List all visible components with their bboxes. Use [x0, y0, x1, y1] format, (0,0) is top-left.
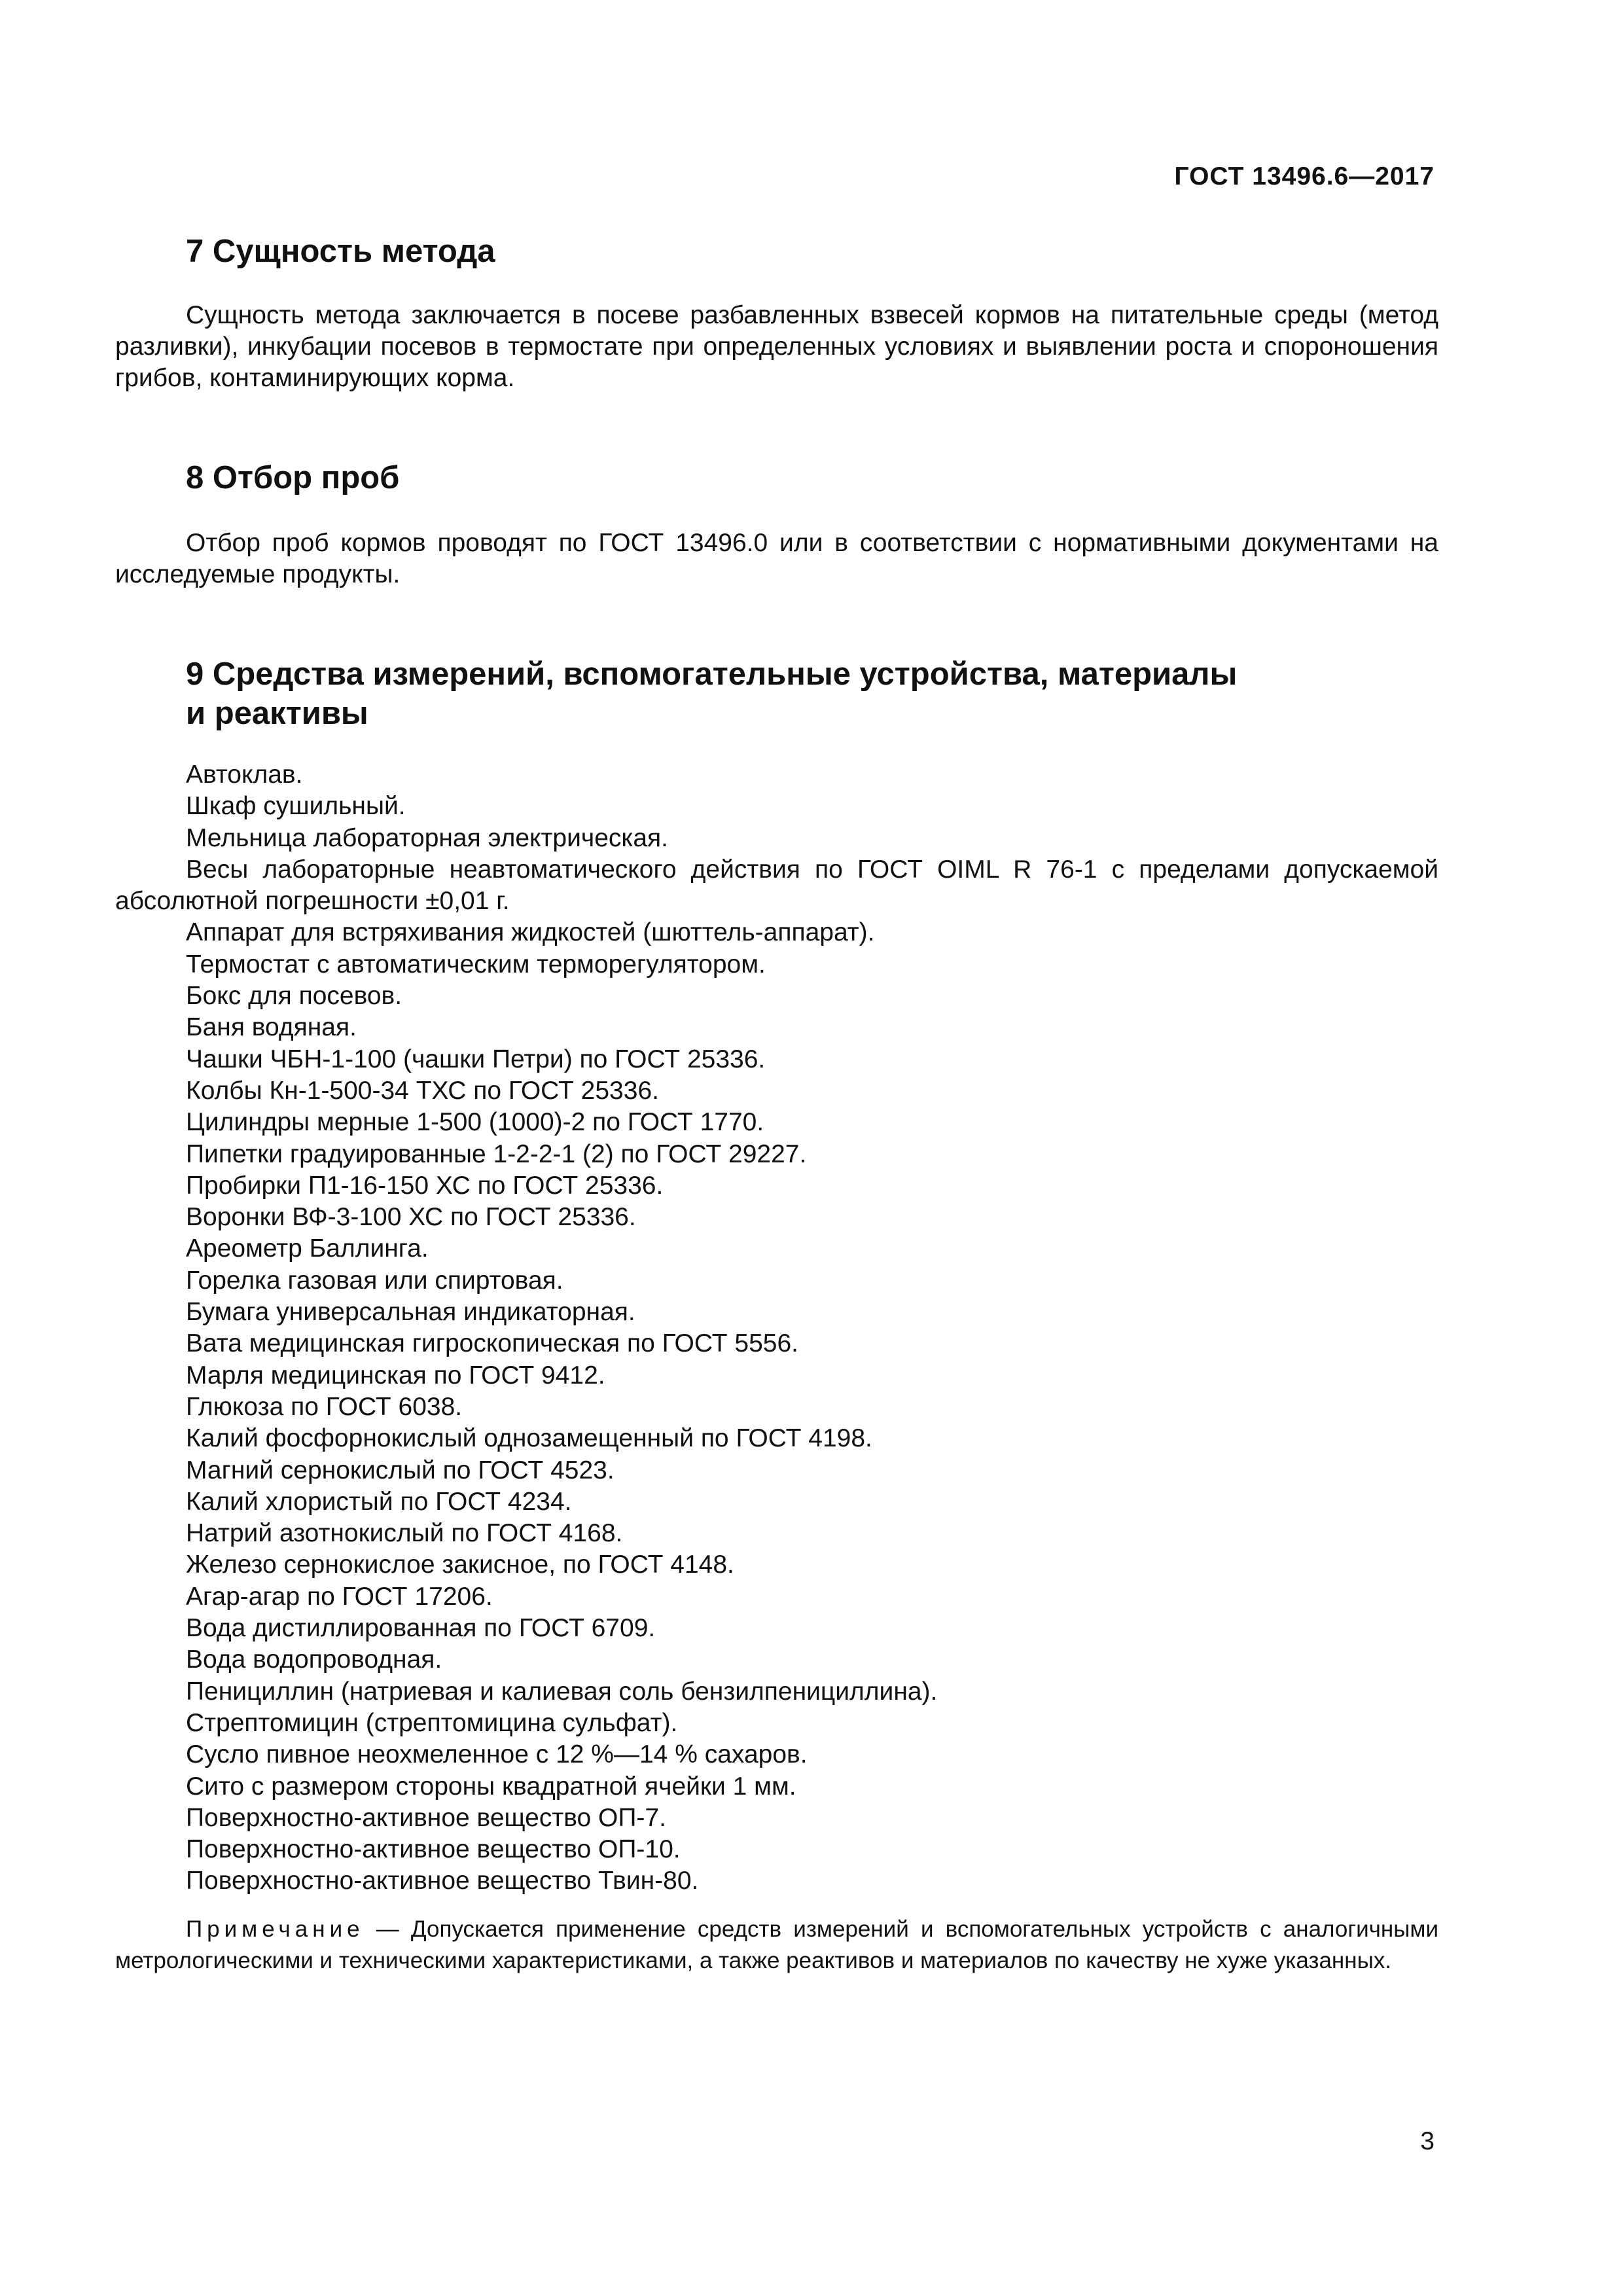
- list-item: Весы лабораторные неавтоматического действия по ГОСТ OIML R 76-1 с пределами допускаемой абсолютной погрешности ±0,01 г.: [115, 855, 1438, 916]
- section-7-title: 7 Сущность метода: [186, 234, 495, 269]
- list-item: Поверхностно-активное вещество Твин-80.: [186, 1867, 699, 1895]
- list-item: Пробирки П1-16-150 ХС по ГОСТ 25336.: [186, 1171, 664, 1200]
- section-9-title-line1: 9 Средства измерений, вспомогательные устройства, материалы: [186, 656, 1238, 692]
- list-item: Мельница лабораторная электрическая.: [186, 823, 668, 852]
- list-item: Горелка газовая или спиртовая.: [186, 1266, 563, 1295]
- list-item: Сито с размером стороны квадратной ячейки 1 мм.: [186, 1772, 796, 1801]
- list-item: Поверхностно-активное вещество ОП-10.: [186, 1835, 681, 1864]
- list-item: Автоклав.: [186, 761, 303, 789]
- list-item: Цилиндры мерные 1-500 (1000)-2 по ГОСТ 1770.: [186, 1108, 764, 1137]
- page-number: 3: [1420, 2127, 1435, 2155]
- note-text: — Допускается применение средств измерений и вспомогательных устройств с аналогичными метрологическими и техническими характеристиками, а также реактивов и материалов по качеству не хуже указанных.: [115, 1916, 1438, 1973]
- list-item: Пипетки градуированные 1-2-2-1 (2) по ГОСТ 29227.: [186, 1139, 807, 1168]
- list-item: Поверхностно-активное вещество ОП-7.: [186, 1803, 666, 1832]
- list-item: Стрептомицин (стрептомицина сульфат).: [186, 1708, 678, 1737]
- list-item: Калий фосфорнокислый однозамещенный по ГОСТ 4198.: [186, 1424, 872, 1453]
- list-item: Калий хлористый по ГОСТ 4234.: [186, 1487, 572, 1516]
- section-8-title: 8 Отбор проб: [186, 460, 400, 495]
- note: [115, 1914, 1438, 1977]
- list-item: Шкаф сушильный.: [186, 792, 406, 821]
- section-8-paragraph: Отбор проб кормов проводят по ГОСТ 13496.0 или в соответствии с нормативными документами на исследуемые продукты.: [115, 529, 1438, 588]
- list-item: Воронки ВФ-3-100 ХС по ГОСТ 25336.: [186, 1203, 636, 1232]
- list-item: Термостат с автоматическим терморегулятором.: [186, 950, 766, 978]
- list-item: Бокс для посевов.: [186, 982, 402, 1011]
- list-item: Сусло пивное неохмеленное с 12 %—14 % сахаров.: [186, 1740, 808, 1769]
- section-9-title-line2: и реактивы: [186, 696, 368, 731]
- list-item: Ареометр Баллинга.: [186, 1234, 429, 1263]
- list-item: Аппарат для встряхивания жидкостей (шюттель-аппарат).: [186, 918, 875, 947]
- list-item: Пенициллин (натриевая и калиевая соль бензилпенициллина).: [186, 1677, 938, 1706]
- document-code: ГОСТ 13496.6—2017: [1174, 162, 1435, 190]
- list-item: Чашки ЧБН-1-100 (чашки Петри) по ГОСТ 25336.: [186, 1045, 766, 1073]
- note-label: Примечание: [186, 1916, 365, 1942]
- list-item: Вата медицинская гигроскопическая по ГОСТ 5556.: [186, 1329, 799, 1358]
- section-7-paragraph: Сущность метода заключается в посеве разбавленных взвесей кормов на питательные среды (метод разливки), инкубации посевов в термостате при определенных условиях и выявлении роста и спороношения грибов, контаминирующих корма.: [115, 301, 1438, 392]
- list-item: Глюкоза по ГОСТ 6038.: [186, 1392, 463, 1421]
- list-item: Агар-агар по ГОСТ 17206.: [186, 1582, 493, 1611]
- list-item: Железо сернокислое закисное, по ГОСТ 4148.: [186, 1551, 734, 1579]
- list-item: Натрий азотнокислый по ГОСТ 4168.: [186, 1519, 623, 1548]
- section-9-title: [186, 655, 1237, 733]
- list-item: Вода водопроводная.: [186, 1645, 442, 1674]
- list-item: Марля медицинская по ГОСТ 9412.: [186, 1361, 605, 1390]
- equipment-list: [115, 759, 1438, 1897]
- list-item: Магний сернокислый по ГОСТ 4523.: [186, 1456, 615, 1484]
- list-item: Бумага универсальная индикаторная.: [186, 1298, 635, 1327]
- list-item: Колбы Кн-1-500-34 ТХС по ГОСТ 25336.: [186, 1076, 659, 1105]
- list-item: Баня водяная.: [186, 1013, 357, 1042]
- list-item: Вода дистиллированная по ГОСТ 6709.: [186, 1614, 656, 1643]
